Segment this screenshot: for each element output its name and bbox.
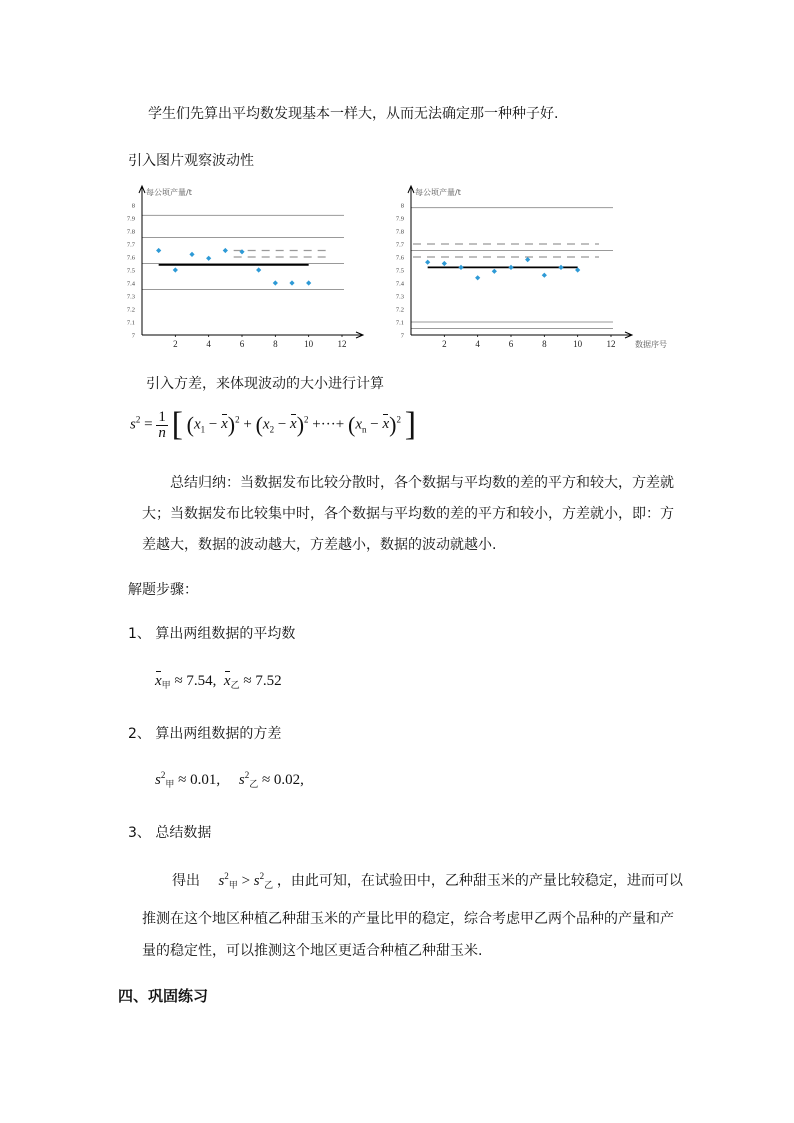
y-tick-label: 7.3 <box>126 293 135 301</box>
y-tick-label: 7.3 <box>395 293 404 301</box>
conclusion-line-3: 量的稳定性，可以推测这个地区更适合种植乙种甜玉米. <box>142 943 483 959</box>
x-tick-label: 10 <box>304 339 314 349</box>
formula-dots: ··· <box>320 416 336 433</box>
mean-yi-sub: 乙 <box>230 680 240 690</box>
formula-frac-den: n <box>158 424 166 441</box>
y-tick-label: 7.1 <box>126 319 135 327</box>
formula-xn-sub: n <box>361 424 367 435</box>
formula-eq: = <box>144 416 153 433</box>
var-yi-sup: 2 <box>244 770 250 780</box>
cmp-s-jia-sub: 甲 <box>228 880 238 890</box>
formula-minus-3: − <box>370 416 379 433</box>
formula-minus-2: − <box>277 416 287 433</box>
var-jia-sub: 甲 <box>165 779 175 789</box>
y-tick-label: 8 <box>131 202 135 210</box>
y-tick-label: 7 <box>400 332 404 340</box>
y-tick-label: 7.9 <box>126 215 135 223</box>
summary-line-3: 差越大，数据的波动越大，方差越小，数据的波动就越小. <box>142 537 497 553</box>
chart-yi <box>385 183 675 353</box>
formula-plus-1: + <box>243 416 252 433</box>
formula-plus-2: + <box>312 416 321 433</box>
data-point <box>558 265 563 270</box>
variance-intro: 引入方差，来体现波动的大小进行计算 <box>146 376 384 392</box>
mean-yi-value: ≈ 7.52 <box>243 673 282 689</box>
x-tick-label: 8 <box>273 339 278 349</box>
formula-minus-1: − <box>208 416 218 433</box>
mean-yi-label: x <box>223 673 231 689</box>
x-tick-label: 6 <box>508 339 514 349</box>
data-point <box>206 256 211 261</box>
summary-line-1: 总结归纳：当数据发布比较分散时，各个数据与平均数的差的平方和较大，方差就 <box>170 475 674 491</box>
y-tick-label: 7.7 <box>126 241 135 249</box>
cmp-s-yi-sub: 乙 <box>264 880 274 890</box>
means-formula <box>155 673 282 691</box>
data-point <box>508 265 513 270</box>
y-tick-label: 7.2 <box>395 306 404 314</box>
data-point <box>425 260 430 265</box>
y-tick-label: 8 <box>400 202 404 210</box>
section-4-heading: 四、巩固练习 <box>118 987 209 1005</box>
data-point <box>475 275 480 280</box>
formula-frac-num: 1 <box>158 408 166 425</box>
x-tick-label: 2 <box>442 339 447 349</box>
y-tick-label: 7 <box>131 332 135 340</box>
cmp-s-yi: s <box>253 873 260 889</box>
y-tick-label: 7.1 <box>395 319 404 327</box>
step-2: 2、 算出两组数据的方差 <box>128 726 282 742</box>
x-tick-label: 8 <box>542 339 547 349</box>
summary-line-2: 大；当数据发布比较集中时，各个数据与平均数的差的平方和较小，方差就小，即：方 <box>142 506 674 522</box>
data-point <box>289 280 294 285</box>
var-yi-sub: 乙 <box>249 779 259 789</box>
data-point <box>189 252 194 257</box>
formula-bracket-right: ] <box>404 406 417 443</box>
y-tick-label: 7.6 <box>126 254 135 262</box>
y-tick-label: 7.6 <box>395 254 404 262</box>
cmp-s-jia-sup: 2 <box>224 871 229 881</box>
cmp-s-yi-sup: 2 <box>259 871 265 881</box>
y-tick-label: 7.8 <box>126 228 135 236</box>
data-point <box>223 248 228 253</box>
var-yi-label: s <box>238 772 245 788</box>
chart-jia-svg <box>112 183 362 353</box>
x-tick-label: 2 <box>173 339 178 349</box>
data-point <box>542 273 547 278</box>
data-point <box>256 267 261 272</box>
formula-xn: x <box>355 416 362 433</box>
data-point <box>173 267 178 272</box>
x-tick-label: 12 <box>606 339 616 349</box>
formula-s: s <box>130 416 136 433</box>
chart-yi-svg <box>385 183 675 353</box>
data-point <box>156 248 161 253</box>
y-tick-label: 7.8 <box>395 228 404 236</box>
observe-heading: 引入图片观察波动性 <box>128 153 254 169</box>
variances-formula <box>155 770 304 790</box>
var-yi-value: ≈ 0.02, <box>261 772 304 788</box>
data-point <box>442 261 447 266</box>
y-tick-label: 7.5 <box>126 267 135 275</box>
y-tick-label: 7.4 <box>395 280 404 288</box>
formula-fraction <box>156 410 168 441</box>
conclusion-compare <box>218 873 276 889</box>
formula-bracket-left: [ <box>171 406 183 443</box>
y-tick-label: 7.4 <box>126 280 135 288</box>
cmp-gt: > <box>241 873 251 889</box>
y-tick-label: 7.7 <box>395 241 404 249</box>
formula-sq-3: 2 <box>396 414 401 425</box>
formula-x2-sub: 2 <box>269 424 275 435</box>
data-point <box>306 280 311 285</box>
x-tick-label: 10 <box>573 339 583 349</box>
x-tick-label: 6 <box>239 339 245 349</box>
data-point <box>525 257 530 262</box>
formula-xbar-3: x <box>382 416 390 433</box>
conclusion-text-1: ，由此可知，在试验田中，乙种甜玉米的产量比较稳定，进而可以 <box>276 873 683 889</box>
mean-jia-value: ≈ 7.54, <box>174 673 217 689</box>
y-axis-label: 每公顷产量/t <box>146 188 192 197</box>
mean-jia-sub: 甲 <box>161 680 171 690</box>
y-tick-label: 7.5 <box>395 267 404 275</box>
var-jia-label: s <box>155 772 161 788</box>
formula-sq-1: 2 <box>235 414 240 425</box>
cmp-s-jia: s <box>218 873 225 889</box>
x-axis-label: 数据序号 <box>635 340 667 349</box>
y-tick-label: 7.9 <box>395 215 404 223</box>
conclusion-prefix: 得出 <box>172 873 200 889</box>
mean-jia-label: x <box>155 673 162 689</box>
data-point <box>458 265 463 270</box>
formula-x1-sub: 1 <box>200 424 206 435</box>
chart-jia <box>112 183 362 353</box>
var-jia-value: ≈ 0.01, <box>178 772 221 788</box>
data-point <box>492 269 497 274</box>
conclusion-line-1 <box>172 870 683 891</box>
y-tick-label: 7.2 <box>126 306 135 314</box>
variance-formula: $s^2$ = $\frac{1}{n}$ [ $(x_1 - x)^2 + (x_2 - x)^2$ +···+ $(x_n - x)^2$ ] <box>130 406 417 443</box>
x-tick-label: 4 <box>206 339 211 349</box>
formula-xbar-1: x <box>221 416 228 433</box>
x-tick-label: 12 <box>337 339 347 349</box>
formula-sq-2: 2 <box>304 414 309 425</box>
steps-title: 解题步骤： <box>128 582 198 598</box>
step-1: 1、 算出两组数据的平均数 <box>128 626 296 642</box>
data-point <box>273 280 278 285</box>
step-3: 3、 总结数据 <box>128 825 212 841</box>
x-tick-label: 4 <box>475 339 480 349</box>
formula-plus-3: + <box>335 416 345 433</box>
y-axis-label: 每公顷产量/t <box>415 188 461 197</box>
conclusion-line-2: 推测在这个地区种植乙种甜玉米的产量比甲的稳定，综合考虑甲乙两个品种的产量和产 <box>142 911 674 927</box>
formula-x2: x <box>262 416 270 433</box>
formula-xbar-2: x <box>290 416 297 433</box>
var-jia-sup: 2 <box>160 770 166 780</box>
formula-x1: x <box>193 416 201 433</box>
intro-paragraph: 学生们先算出平均数发现基本一样大，从而无法确定那一种种子好. <box>148 106 559 122</box>
formula-s-sup: 2 <box>135 414 141 425</box>
